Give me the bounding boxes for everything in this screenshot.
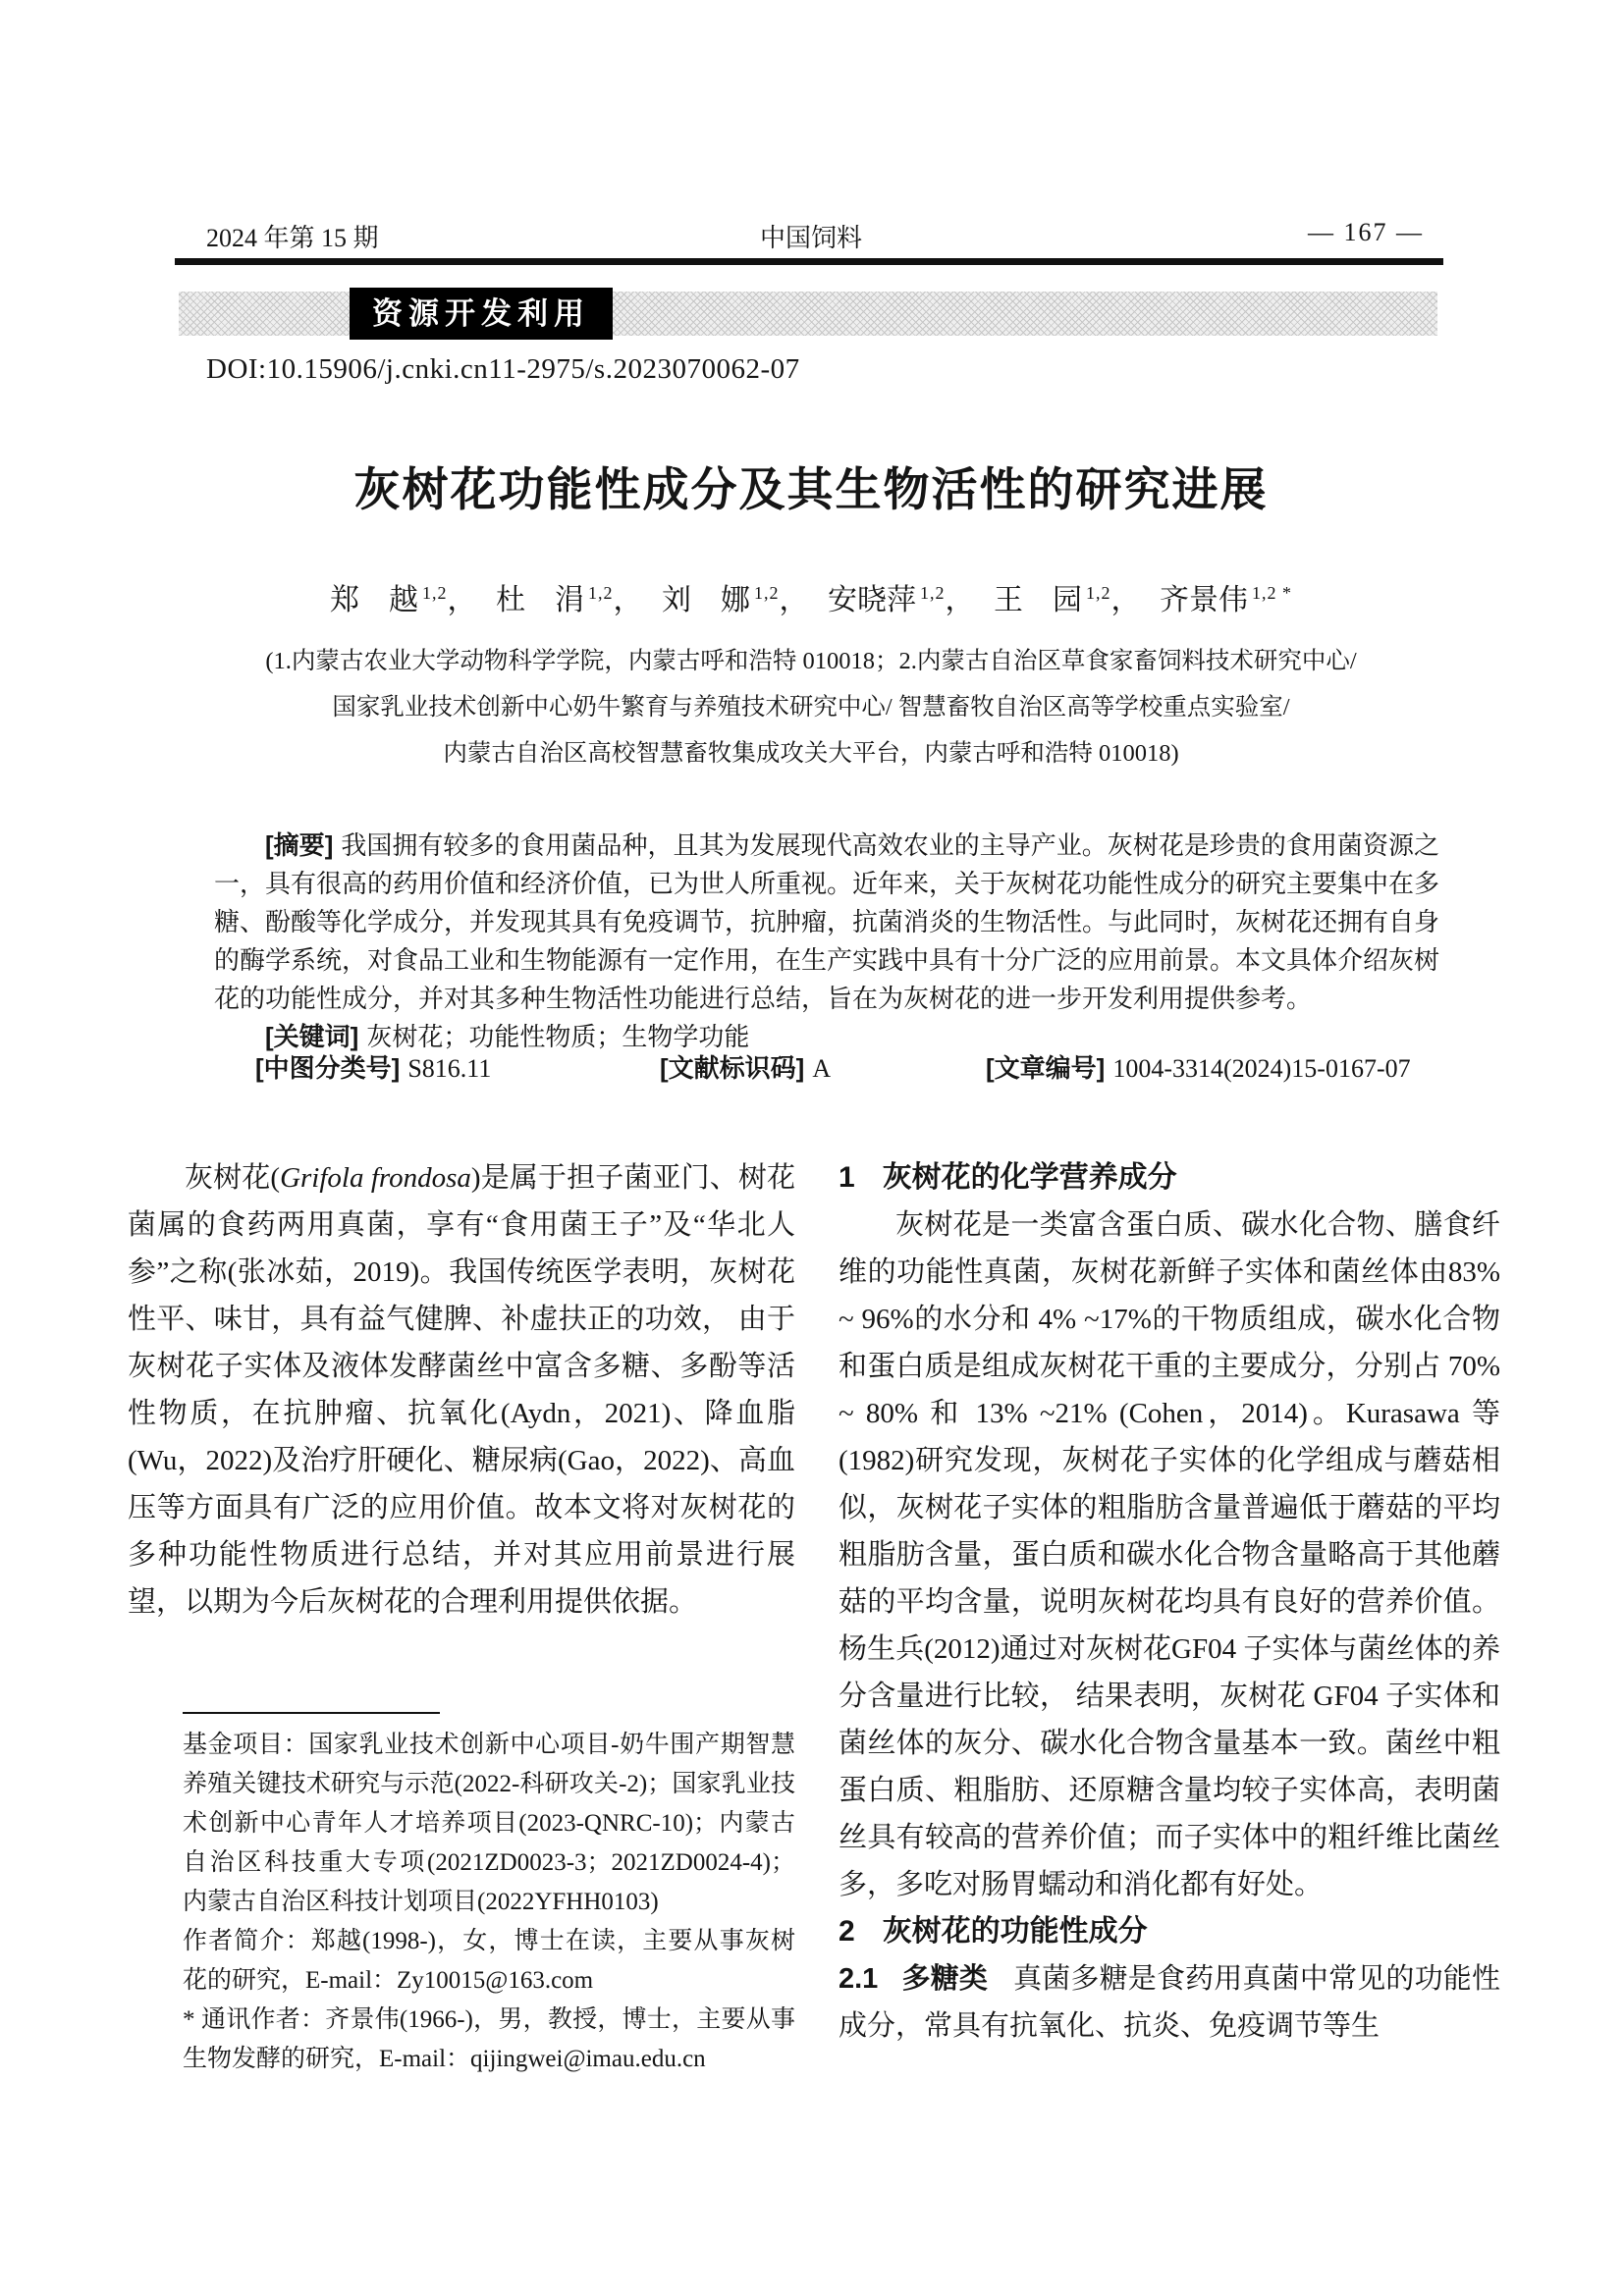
section-number: 2 bbox=[839, 1915, 855, 1948]
author-name: 郑 越 bbox=[330, 584, 418, 616]
keywords-label: [关键词] bbox=[265, 1022, 359, 1051]
affiliation-line: (1.内蒙古农业大学动物科学学院，内蒙古呼和浩特 010018；2.内蒙古自治区草食家畜饲料技术研究中心/ bbox=[265, 648, 1357, 674]
article-id-label: [文章编号] bbox=[986, 1053, 1106, 1083]
footnote-block bbox=[183, 1712, 795, 2079]
doi-line: DOI:10.15906/j.cnki.cn11-2975/s.2023070062-07 bbox=[206, 353, 800, 385]
author-name: 刘 娜 bbox=[662, 584, 750, 616]
author-line bbox=[124, 575, 1498, 618]
issue-info: 2024 年第 15 期 bbox=[206, 224, 379, 252]
author-separator: ， bbox=[779, 584, 809, 616]
author-name: 王 园 bbox=[994, 584, 1082, 616]
abstract-label: [摘要] bbox=[265, 830, 334, 860]
clc-value: S816.11 bbox=[407, 1054, 492, 1083]
article-id-value: 1004-3314(2024)15-0167-07 bbox=[1112, 1054, 1411, 1083]
section-title: 灰树花的功能性成分 bbox=[882, 1915, 1148, 1948]
classification-row bbox=[124, 1048, 1498, 1086]
author-affil-sup: 1,2 bbox=[920, 583, 946, 603]
abstract-paragraph bbox=[214, 827, 1439, 1018]
affiliation-line: 国家乳业技术创新中心奶牛繁育与养殖技术研究中心/ 智慧畜牧自治区高等学校重点实验室/ bbox=[332, 694, 1290, 721]
subsection-number: 2.1 bbox=[839, 1963, 879, 1995]
author-separator: ， bbox=[447, 584, 477, 616]
subsection-text: 真菌多糖是食药用真菌中常见的功能性成分，常具有抗氧化、抗炎、免疫调节等生 bbox=[839, 1963, 1500, 2042]
author-name: 安晓萍 bbox=[828, 584, 916, 616]
section-1-paragraph: 灰树花是一类富含蛋白质、碳水化合物、膳食纤维的功能性真菌，灰树花新鲜子实体和菌丝体由83% ~ 96%的水分和 4% ~17%的干物质组成，碳水化合物和蛋白质是组成灰树花干重的主要成分，分别占 70% ~ 80% 和 13% ~21% (Cohen，2014)。Kurasawa 等(1982)研究发现，灰树花子实体的化学组成与蘑菇相似，灰树花子实体的粗脂肪含量普遍低于蘑菇的平均粗脂肪含量，蛋白质和碳水化合物含量略高于其他蘑菇的平均含量，说明灰树花均具有良好的营养价值。杨生兵(2012)通过对灰树花GF04 子实体与菌丝体的养分含量进行比较， 结果表明，灰树花 GF04 子实体和菌丝体的灰分、碳水化合物含量基本一致。菌丝中粗蛋白质、粗脂肪、还原糖含量均较子实体高，表明菌丝具有较高的营养价值；而子实体中的粗纤维比菌丝多，多吃对肠胃蠕动和消化都有好处。 bbox=[839, 1209, 1500, 1900]
abstract-text: 我国拥有较多的食用菌品种，且其为发展现代高效农业的主导产业。灰树花是珍贵的食用菌资源之一，具有很高的药用价值和经济价值，已为世人所重视。近年来，关于灰树花功能性成分的研究主要集中在多糖、酚酸等化学成分，并发现其具有免疫调节，抗肿瘤，抗菌消炎的生物活性。与此同时，灰树花还拥有自身的酶学系统，对食品工业和生物能源有一定作用，在生产实践中具有十分广泛的应用前景。本文具体介绍灰树花的功能性成分，并对其多种生物活性功能进行总结，旨在为灰树花的进一步开发利用提供参考。 bbox=[214, 831, 1440, 1013]
right-column bbox=[839, 1154, 1500, 2050]
journal-name: 中国饲料 bbox=[759, 224, 862, 252]
left-column bbox=[128, 1154, 795, 1626]
clc-number bbox=[255, 1048, 491, 1085]
author-separator: ， bbox=[1110, 584, 1141, 616]
author bbox=[330, 584, 477, 616]
header-rule bbox=[175, 258, 1443, 265]
article-title: 灰树花功能性成分及其生物活性的研究进展 bbox=[353, 463, 1269, 515]
funding-note: 基金项目：国家乳业技术创新中心项目-奶牛围产期智慧养殖关键技术研究与示范(2022-科研攻关-2)；国家乳业技术创新中心青年人才培养项目(2023-QNRC-10)；内蒙古自治区科技重大专项(2021ZD0023-3；2021ZD0024-4)；内蒙古自治区科技计划项目(2022YFHH0103) bbox=[183, 1732, 795, 1915]
abstract-block bbox=[214, 827, 1439, 1056]
species-latin-name: Grifola frondosa bbox=[280, 1162, 471, 1194]
author-affil-sup: 1,2 * bbox=[1252, 583, 1292, 603]
section-heading-1 bbox=[839, 1154, 1500, 1201]
corresponding-author-note: * 通讯作者：齐景伟(1966-)，男，教授，博士，主要从事生物发酵的研究，E-mail：qijingwei@imau.edu.cn bbox=[183, 2006, 795, 2072]
document-code bbox=[660, 1048, 831, 1085]
section-number: 1 bbox=[839, 1161, 855, 1194]
footnote-rule bbox=[183, 1712, 440, 1714]
intro-pre: 灰树花( bbox=[185, 1162, 281, 1194]
section-strip bbox=[179, 292, 1437, 336]
author-affil-sup: 1,2 bbox=[422, 583, 448, 603]
document-code-label: [文献标识码] bbox=[660, 1053, 805, 1083]
author bbox=[1160, 584, 1292, 616]
clc-label: [中图分类号] bbox=[255, 1053, 401, 1083]
affiliation-line: 内蒙古自治区高校智慧畜牧集成攻关大平台，内蒙古呼和浩特 010018) bbox=[443, 740, 1179, 767]
author bbox=[828, 584, 975, 616]
subsection-2-1-paragraph bbox=[839, 1955, 1500, 2050]
author-name: 齐景伟 bbox=[1160, 584, 1248, 616]
section-heading-2 bbox=[839, 1908, 1500, 1955]
article-id bbox=[986, 1048, 1411, 1085]
author-bio-note: 作者简介：郑越(1998-)，女，博士在读，主要从事灰树花的研究，E-mail：Zy10015@163.com bbox=[183, 1928, 795, 1994]
page-header bbox=[124, 218, 1498, 251]
author bbox=[496, 584, 643, 616]
keywords-text: 灰树花；功能性物质；生物学功能 bbox=[366, 1023, 750, 1051]
author-separator: ， bbox=[945, 584, 975, 616]
intro-paragraph bbox=[128, 1154, 795, 1626]
author bbox=[994, 584, 1141, 616]
author bbox=[662, 584, 809, 616]
section-title: 灰树花的化学营养成分 bbox=[882, 1161, 1177, 1194]
intro-post: )是属于担子菌亚门、树花菌属的食药两用真菌，享有“食用菌王子”及“华北人参”之称(张冰茹，2019)。我国传统医学表明，灰树花性平、味甘，具有益气健脾、补虚扶正的功效， 由于灰树花子实体及液体发酵菌丝中富含多糖、多酚等活性物质，在抗肿瘤、抗氧化(Aydn，2021)、降血脂(Wu，2022)及治疗肝硬化、糖尿病(Gao，2022)、高血压等方面具有广泛的应用价值。故本文将对灰树花的多种功能性物质进行总结，并对其应用前景进行展望，以期为今后灰树花的合理利用提供依据。 bbox=[128, 1162, 795, 1618]
author-separator: ， bbox=[613, 584, 643, 616]
author-name: 杜 涓 bbox=[496, 584, 584, 616]
page-number: — 167 — bbox=[1308, 218, 1424, 246]
page-content bbox=[124, 0, 1498, 2296]
affiliations bbox=[124, 638, 1498, 776]
subsection-term: 多糖类 bbox=[901, 1963, 989, 1995]
document-code-value: A bbox=[812, 1054, 832, 1083]
author-affil-sup: 1,2 bbox=[754, 583, 780, 603]
author-affil-sup: 1,2 bbox=[588, 583, 614, 603]
column-badge: 资源开发利用 bbox=[350, 288, 613, 340]
author-affil-sup: 1,2 bbox=[1086, 583, 1111, 603]
